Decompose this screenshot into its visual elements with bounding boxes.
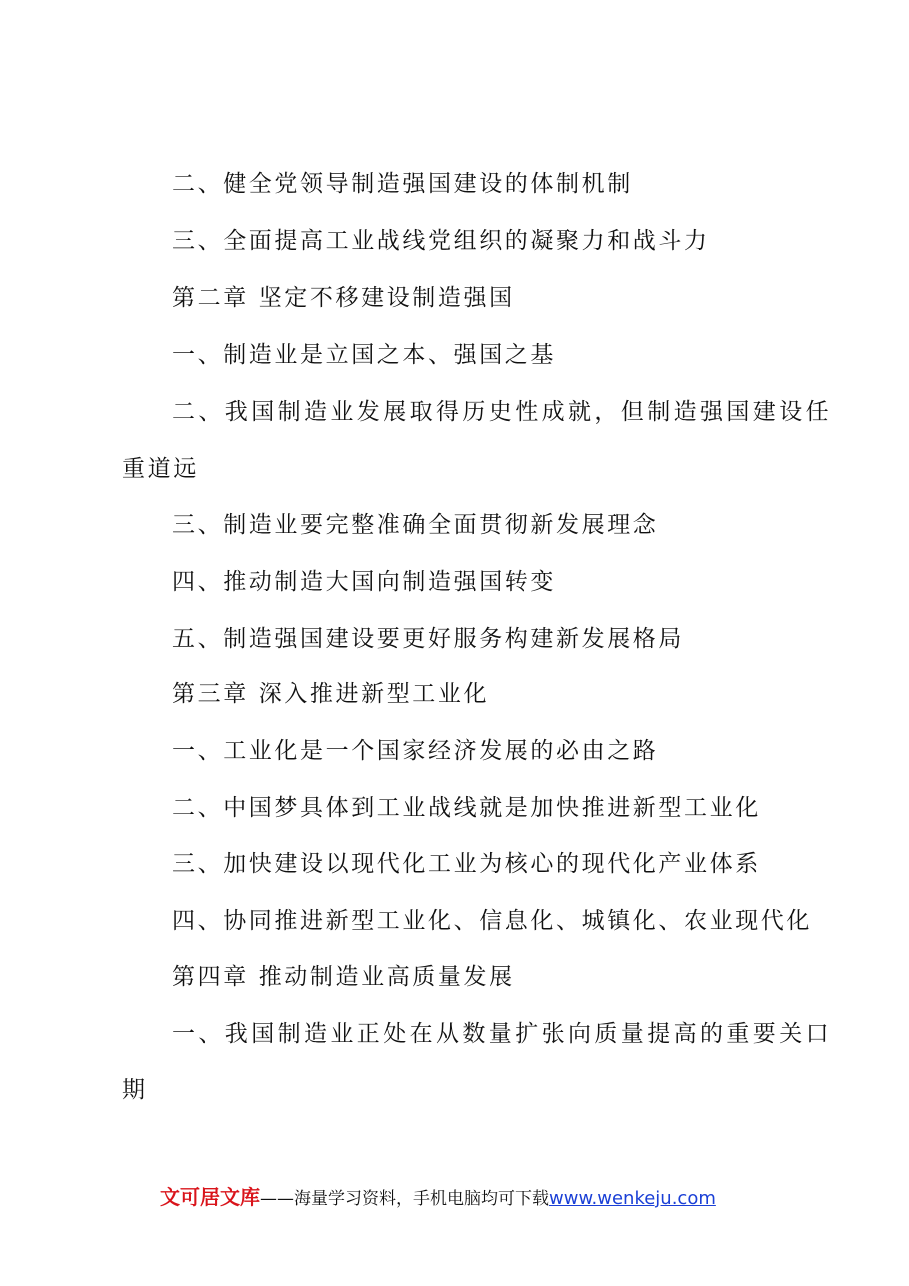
text-line-continuation: 期 [122,1077,148,1103]
footer-tagline: ——海量学习资料，手机电脑均可下载 [260,1189,549,1209]
text-line: 三、制造业要完整准确全面贯彻新发展理念 [172,512,659,538]
text-line: 一、工业化是一个国家经济发展的必由之路 [172,738,659,764]
chapter-heading: 第四章 推动制造业高质量发展 [172,964,515,990]
text-line: 五、制造强国建设要更好服务构建新发展格局 [172,626,684,652]
text-line: 四、协同推进新型工业化、信息化、城镇化、农业现代化 [172,908,812,934]
text-line: 一、我国制造业正处在从数量扩张向质量提高的重要关口 [172,1021,832,1047]
text-line: 四、推动制造大国向制造强国转变 [172,569,556,595]
text-line: 二、健全党领导制造强国建设的体制机制 [172,171,633,197]
text-line: 三、加快建设以现代化工业为核心的现代化产业体系 [172,851,761,877]
footer-brand: 文可居文库 [160,1185,260,1209]
text-line-continuation: 重道远 [122,456,199,482]
chapter-heading: 第三章 深入推进新型工业化 [172,681,490,707]
text-line: 三、全面提高工业战线党组织的凝聚力和战斗力 [172,228,710,254]
chapter-heading: 第二章 坚定不移建设制造强国 [172,285,515,311]
text-line: 二、我国制造业发展取得历史性成就，但制造强国建设任 [172,399,832,425]
text-line: 一、制造业是立国之本、强国之基 [172,342,556,368]
text-line: 二、中国梦具体到工业战线就是加快推进新型工业化 [172,795,761,821]
footer-banner [160,1183,716,1213]
footer-link[interactable]: www.wenkeju.com [549,1188,716,1209]
